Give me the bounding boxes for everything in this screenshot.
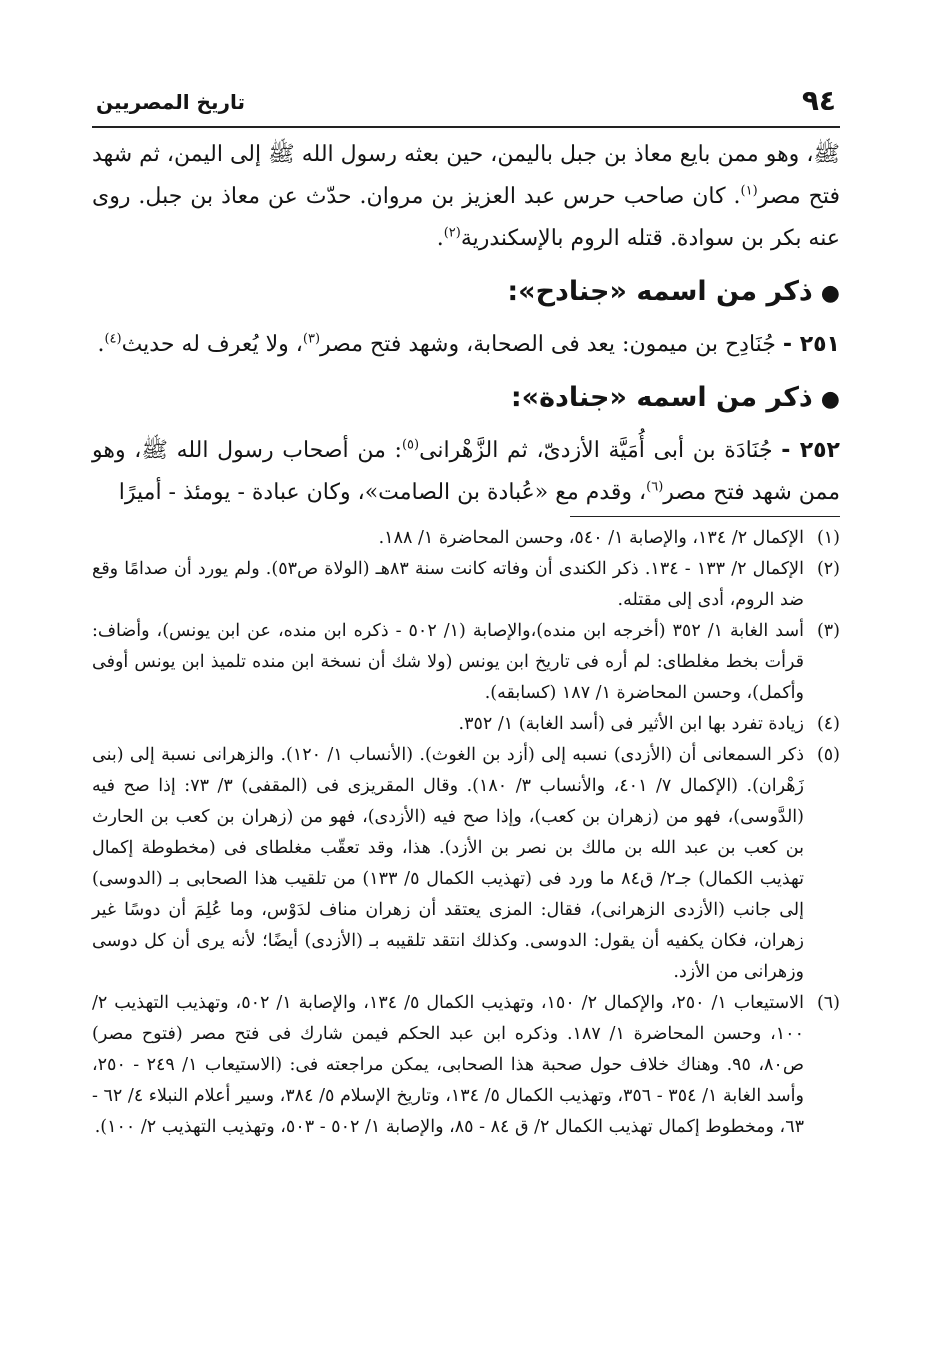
footnote-text: ذكر السمعانى أن (الأزدى) نسبه إلى (أزد بن الغوث). (الأنساب ١/ ١٢٠). والزهرانى نسبة إلى (بنى زَهْران). (الإكمال ٧/ ٤٠١، والأنساب ٣/ ١٨٠). وقال المقريزى فى (المقفى) ٣/ ٧٣: إذا صح فيه (الدَّوسى)، فهو من (زهران بن كعب)، وإذا صح فيه (الأزدى)، فهو من (زهران بن كعب بن الحارث بن كعب بن عبد الله بن مالك بن نصر بن الأزد). هذا، وقد تعقّب مغلطاى فى (مخطوطة إكمال تهذيب الكمال) جـ٢/ ق٨٤ ما ورد فى (تهذيب الكمال ٥/ ١٣٣) من تلقيب هذا الصحابى بـ (الدوسى) إلى جانب (الأزدى الزهرانى)، فقال: المزى يعتقد أن زهران مناف لدَوْس، وما عُلِمَ أن دوسًا غير زهران، فكان يكفيه أن يقول: الدوسى. وكذلك انتقد تلقيبه بـ (الأزدى) أيضًا؛ لأنه يرى أن كل دوسى وزهرانى من الأزد. bbox=[92, 745, 804, 982]
book-page bbox=[92, 78, 840, 1338]
intro-text-part: . كان صاحب حرس عبد العزيز بن مروان. حدّث عن معاذ بن جبل. روى عنه بكر بن سوادة. قتله الروم بالإسكندرية bbox=[92, 184, 840, 251]
footnote-text: الإكمال ٢/ ١٣٤، والإصابة ١/ ٥٤٠، وحسن المحاضرة ١/ ١٨٨. bbox=[378, 528, 804, 548]
intro-paragraph bbox=[92, 134, 840, 260]
footnote-ref-4[interactable]: (٤) bbox=[104, 331, 122, 347]
entry-text: : من أصحاب رسول الله ﷺ، وهو ممن شهد فتح مصر bbox=[92, 438, 840, 505]
footnote-item bbox=[92, 616, 840, 709]
footnote-marker: (٥) bbox=[816, 745, 840, 765]
footnote-item bbox=[92, 554, 840, 616]
footnote-marker: (٤) bbox=[816, 714, 840, 734]
footnote-marker: (٦) bbox=[816, 993, 840, 1013]
footnote-text: زيادة تفرد بها ابن الأثير فى (أسد الغابة) ١/ ٣٥٢. bbox=[458, 714, 804, 734]
footnote-item bbox=[92, 523, 840, 554]
bullet-icon: ● bbox=[820, 281, 840, 306]
section-heading-jinadih bbox=[92, 270, 840, 316]
main-text bbox=[92, 134, 840, 514]
heading-text: ذكر من اسمه «جنادح»: bbox=[507, 276, 813, 307]
intro-text-part: . bbox=[436, 226, 444, 251]
heading-text: ذكر من اسمه «جنادة»: bbox=[510, 382, 813, 413]
footnote-item bbox=[92, 988, 840, 1143]
footnotes-list bbox=[92, 523, 840, 1143]
footnote-text: أسد الغابة ١/ ٣٥٢ (أخرجه ابن منده)،والإصابة (١/ ٥٠٢ - ذكره ابن منده، عن ابن يونس)، وأضاف: قرأت بخط مغلطاى: لم أره فى تاريخ ابن يونس (ولا شك أن نسخة ابن منده تلميذ ابن يونس أوفى وأكمل)، وحسن المحاضرة ١/ ١٨٧ (كسابقه). bbox=[92, 621, 804, 703]
page-number: ٩٤ bbox=[801, 84, 836, 117]
entry-text: . bbox=[97, 332, 105, 357]
entry-text: جُنَادَة بن أبى أُمَيَّة الأزدىّ، ثم الزَّهْرانى bbox=[419, 438, 782, 463]
entry-251 bbox=[92, 324, 840, 366]
footnote-text: الإكمال ٢/ ١٣٣ - ١٣٤. ذكر الكندى أن وفاته كانت سنة ٨٣هـ (الولاة ص٥٣). ولم يورد أن صدامًا وقع ضد الروم، أدى إلى مقتله. bbox=[92, 559, 804, 610]
section-heading-junada bbox=[92, 376, 840, 422]
footnote-item bbox=[92, 740, 840, 988]
entry-252 bbox=[92, 430, 840, 514]
footnote-marker: (١) bbox=[816, 528, 840, 548]
entry-text: ، وقدم مع «عُبادة بن الصامت»، وكان عبادة - يومئذ - أميرًا bbox=[118, 480, 647, 505]
entry-text: جُنَادِح بن ميمون: يعد فى الصحابة، وشهد فتح مصر bbox=[320, 332, 783, 357]
footnote-text: الاستيعاب ١/ ٢٥٠، والإكمال ٢/ ١٥٠، وتهذيب الكمال ٥/ ١٣٤، والإصابة ١/ ٥٠٢، وتهذيب التهذيب ٢/ ١٠٠، وحسن المحاضرة ١/ ١٨٧. وذكره ابن عبد الحكم فيمن شارك فى فتح مصر (فتوح مصر) ص٨٠، ٩٥. وهناك خلاف حول صحبة هذا الصحابى، يمكن مراجعته فى: (الاستيعاب ١/ ٢٤٩ - ٢٥٠، وأسد الغابة ١/ ٣٥٤ - ٣٥٦، وتهذيب الكمال ٥/ ١٣٤، وتاريخ الإسلام ٥/ ٣٨٤، وسير أعلام النبلاء ٤/ ٦٢ - ٦٣، ومخطوط إكمال تهذيب الكمال ٢/ ق ٨٤ - ٨٥، والإصابة ١/ ٥٠٢ - ٥٠٣، وتهذيب التهذيب ٢/ ١٠٠). bbox=[92, 993, 805, 1137]
footnote-ref-3[interactable]: (٣) bbox=[302, 331, 321, 347]
intro-text-part: ﷺ، وهو ممن بايع معاذ بن جبل باليمن، حين بعثه رسول الله ﷺ إلى اليمن، ثم شهد فتح مصر bbox=[92, 142, 840, 209]
running-title: تاريخ المصريين bbox=[96, 90, 246, 114]
footnote-ref-2[interactable]: (٢) bbox=[443, 225, 461, 241]
footnote-item bbox=[92, 709, 840, 740]
bullet-icon: ● bbox=[820, 387, 840, 412]
footnote-divider bbox=[570, 516, 840, 517]
footnote-ref-6[interactable]: (٦) bbox=[646, 479, 664, 495]
page-header bbox=[92, 78, 840, 128]
footnote-ref-5[interactable]: (٥) bbox=[401, 437, 420, 453]
footnote-marker: (٣) bbox=[816, 621, 840, 641]
footnote-marker: (٢) bbox=[816, 559, 840, 579]
entry-number: ٢٥٢ - bbox=[781, 438, 840, 463]
entry-text: ، ولا يُعرف له حديث bbox=[121, 332, 303, 357]
footnote-ref-1[interactable]: (١) bbox=[740, 183, 758, 199]
entry-number: ٢٥١ - bbox=[782, 332, 840, 357]
